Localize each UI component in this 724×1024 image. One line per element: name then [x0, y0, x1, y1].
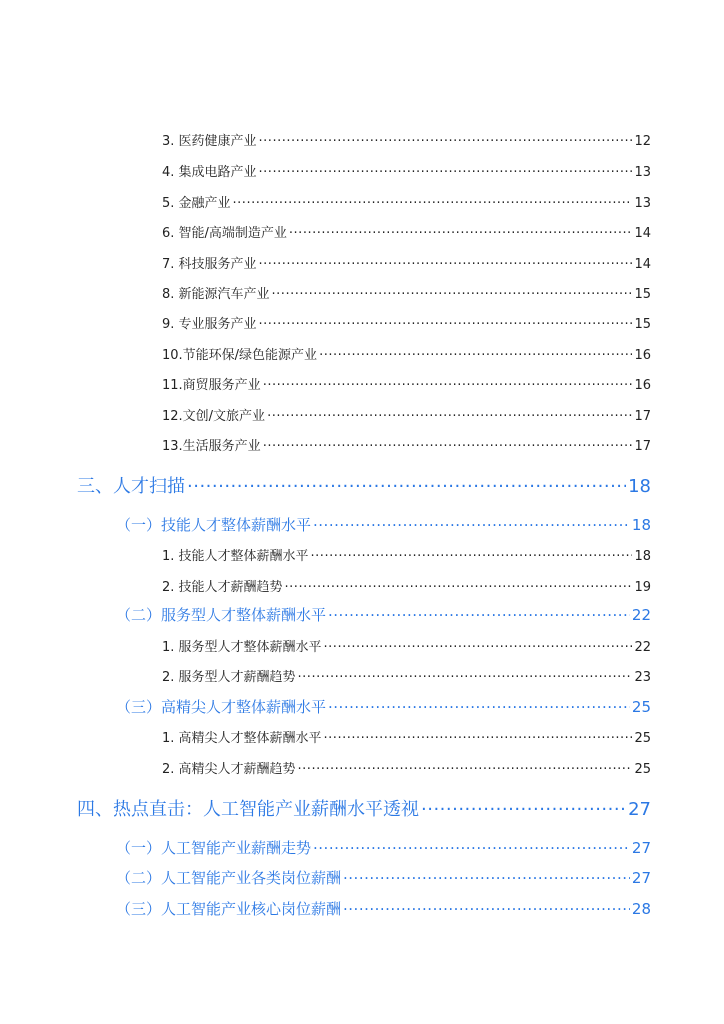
toc-entry-page-number: 27 [631, 869, 651, 887]
toc-entry[interactable] [162, 253, 651, 273]
toc-entry-title: 四、热点直击：人工智能产业薪酬水平透视 [77, 799, 419, 820]
toc-dot-leader [233, 194, 633, 207]
toc-dot-leader [313, 515, 630, 530]
toc-entry-title: 1. 高精尖人才整体薪酬水平 [162, 731, 322, 746]
toc-entry-page-number: 17 [634, 439, 651, 454]
toc-entry-title: 2. 技能人才薪酬趋势 [162, 580, 283, 595]
toc-entry[interactable] [162, 192, 651, 212]
toc-dot-leader [319, 346, 632, 359]
toc-dot-leader [263, 437, 633, 450]
toc-entry-page-number: 27 [628, 799, 651, 820]
toc-entry-title: 13.生活服务产业 [162, 439, 261, 454]
toc-entry-page-number: 18 [631, 516, 651, 534]
toc-dot-leader [298, 668, 633, 681]
toc-entry-page-number: 18 [634, 549, 651, 564]
toc-dot-leader [328, 697, 630, 712]
toc-entry-title: 12.文创/文旅产业 [162, 409, 266, 424]
toc-entry[interactable] [162, 161, 651, 181]
toc-entry-page-number: 27 [631, 839, 651, 857]
toc-entry-title: 10.节能环保/绿色能源产业 [162, 348, 318, 363]
toc-entry[interactable] [162, 758, 651, 778]
toc-entry-title: （二）服务型人才整体薪酬水平 [116, 606, 327, 624]
toc-entry[interactable] [162, 283, 651, 303]
toc-dot-leader [259, 132, 633, 145]
toc-entry-title: 9. 专业服务产业 [162, 317, 257, 332]
toc-entry-page-number: 14 [634, 226, 651, 241]
toc-entry-page-number: 12 [634, 134, 651, 149]
toc-entry-page-number: 17 [634, 409, 651, 424]
toc-entry-page-number: 16 [634, 348, 651, 363]
toc-entry-title: （三）人工智能产业核心岗位薪酬 [116, 900, 342, 918]
toc-entry[interactable] [77, 795, 651, 821]
toc-entry-page-number: 28 [631, 900, 651, 918]
toc-entry[interactable] [162, 576, 651, 596]
toc-dot-leader [311, 547, 633, 560]
toc-dot-leader [421, 797, 626, 815]
toc-entry-title: 2. 服务型人才薪酬趋势 [162, 670, 296, 685]
toc-entry-title: 4. 集成电路产业 [162, 165, 257, 180]
toc-entry-page-number: 13 [634, 165, 651, 180]
toc-entry[interactable] [162, 727, 651, 747]
toc-dot-leader [343, 868, 630, 883]
toc-dot-leader [289, 224, 633, 237]
toc-dot-leader [187, 474, 626, 492]
toc-entry[interactable] [116, 898, 651, 920]
toc-entry-page-number: 19 [634, 580, 651, 595]
toc-entry-title: （二）人工智能产业各类岗位薪酬 [116, 869, 342, 887]
toc-dot-leader [343, 899, 630, 914]
toc-entry[interactable] [116, 837, 651, 859]
toc-entry-page-number: 22 [634, 640, 651, 655]
toc-entry-page-number: 23 [634, 670, 651, 685]
toc-dot-leader [259, 163, 633, 176]
toc-entry-title: （三）高精尖人才整体薪酬水平 [116, 698, 327, 716]
toc-entry-page-number: 13 [634, 196, 651, 211]
toc-dot-leader [324, 638, 633, 651]
toc-entry[interactable] [116, 514, 651, 536]
toc-entry[interactable] [162, 130, 651, 150]
toc-entry-title: 三、人才扫描 [77, 476, 185, 497]
toc-entry[interactable] [162, 435, 651, 455]
toc-entry-title: 3. 医药健康产业 [162, 134, 257, 149]
toc-entry[interactable] [162, 222, 651, 242]
toc-dot-leader [259, 255, 633, 268]
toc-entry-page-number: 16 [634, 378, 651, 393]
toc-entry[interactable] [116, 696, 651, 718]
toc-entry-title: 7. 科技服务产业 [162, 257, 257, 272]
toc-entry-page-number: 14 [634, 257, 651, 272]
toc-entry[interactable] [162, 405, 651, 425]
toc-dot-leader [272, 285, 633, 298]
toc-entry[interactable] [162, 313, 651, 333]
toc-entry-page-number: 15 [634, 317, 651, 332]
toc-entry-title: 8. 新能源汽车产业 [162, 287, 270, 302]
toc-dot-leader [298, 760, 633, 773]
toc-entry-title: 11.商贸服务产业 [162, 378, 261, 393]
toc-dot-leader [313, 838, 630, 853]
toc-dot-leader [324, 729, 633, 742]
toc-entry[interactable] [162, 636, 651, 656]
toc-entry-page-number: 25 [634, 762, 651, 777]
toc-entry[interactable] [77, 472, 651, 498]
toc-entry[interactable] [162, 344, 651, 364]
toc-entry-title: 1. 服务型人才整体薪酬水平 [162, 640, 322, 655]
toc-entry-title: 5. 金融产业 [162, 196, 231, 211]
toc-entry-title: （一）技能人才整体薪酬水平 [116, 516, 312, 534]
toc-entry-title: 6. 智能/高端制造产业 [162, 226, 287, 241]
toc-entry-page-number: 22 [631, 606, 651, 624]
toc-dot-leader [263, 376, 633, 389]
toc-entry-title: （一）人工智能产业薪酬走势 [116, 839, 312, 857]
toc-entry[interactable] [162, 374, 651, 394]
toc-entry-page-number: 15 [634, 287, 651, 302]
toc-entry-page-number: 25 [634, 731, 651, 746]
toc-entry-page-number: 18 [628, 476, 651, 497]
toc-entry-title: 2. 高精尖人才薪酬趋势 [162, 762, 296, 777]
toc-entry[interactable] [162, 666, 651, 686]
toc-dot-leader [285, 578, 633, 591]
toc-dot-leader [328, 605, 630, 620]
toc-entry-page-number: 25 [631, 698, 651, 716]
toc-entry[interactable] [116, 604, 651, 626]
toc-dot-leader [267, 407, 632, 420]
toc-dot-leader [259, 315, 633, 328]
toc-entry[interactable] [162, 545, 651, 565]
toc-entry-title: 1. 技能人才整体薪酬水平 [162, 549, 309, 564]
toc-entry[interactable] [116, 867, 651, 889]
